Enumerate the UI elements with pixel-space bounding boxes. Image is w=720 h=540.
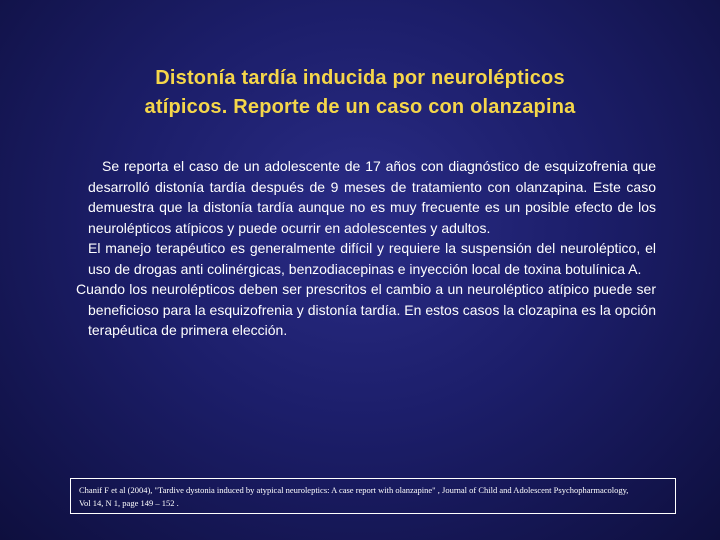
reference-box xyxy=(70,478,676,514)
reference-line-2: Vol 14, N 1, page 149 – 152 . xyxy=(79,498,179,508)
slide-title xyxy=(60,64,660,122)
reference-line-1: Chanif F et al (2004), "Tardive dystonia induced by atypical neuroleptics: A case report with olanzapine" , Journal of Child and Adolescent Psychopharmacology, xyxy=(79,485,629,495)
title-line-2: atípicos. Reporte de un caso con olanzapina xyxy=(144,96,576,118)
paragraph-recommendation: Cuando los neurolépticos deben ser prescritos el cambio a un neuroléptico atípico puede ser beneficioso para la esquizofrenia y distonía tardía. En estos casos la clozapina es la opción terapéutica de primera elección. xyxy=(76,281,656,338)
title-line-1: Distonía tardía inducida por neurolépticos xyxy=(155,67,565,89)
slide-body xyxy=(76,156,656,341)
paragraph-treatment: El manejo terapéutico es generalmente difícil y requiere la suspensión del neuroléptico, el uso de drogas anti colinérgicas, benzodiacepinas e inyección local de toxina botulínica A. xyxy=(88,240,656,277)
paragraph-case-report: Se reporta el caso de un adolescente de 17 años con diagnóstico de esquizofrenia que desarrolló distonía tardía después de 9 meses de tratamiento con olanzapina. Este caso demuestra que la distonía tardía aunque no es muy frecuente es un posible efecto de los neurolépticos atípicos y puede ocurrir en adolescentes y adultos. xyxy=(88,158,656,236)
